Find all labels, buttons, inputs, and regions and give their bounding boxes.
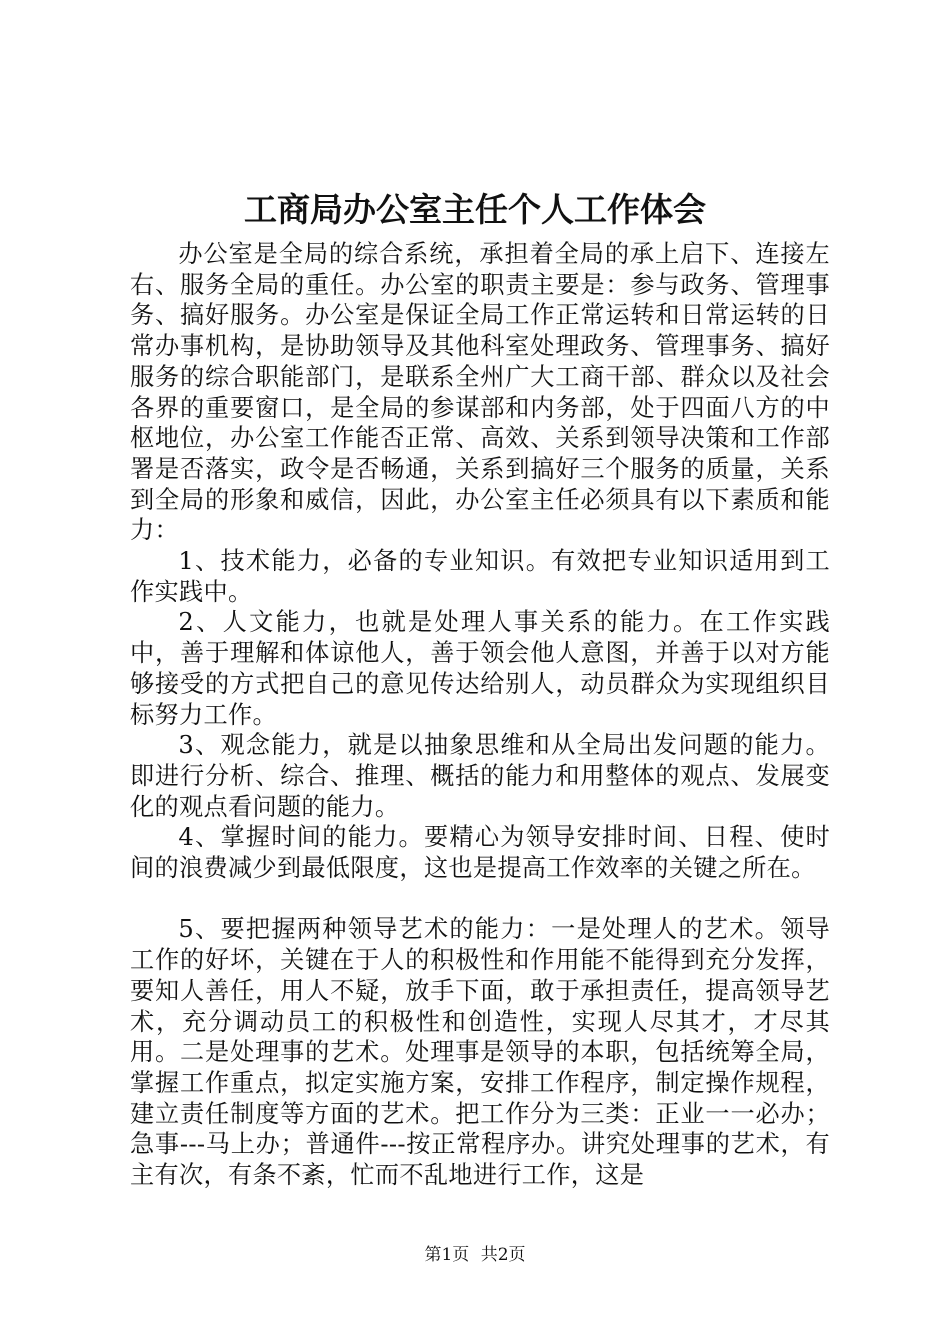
paragraph-item-2: 2、人文能力，也就是处理人事关系的能力。在工作实践中，善于理解和体谅他人，善于领会他人意图，并善于以对方能够接受的方式把自己的意见传达给别人，动员群众为实现组织目标努力工作。 [130,608,830,729]
page-number-current: 第1页 [424,1245,470,1265]
document-body [130,239,830,1191]
paragraph-item-3: 3、观念能力，就是以抽象思维和从全局出发问题的能力。即进行分析、综合、推理、概括的能力和用整体的观点、发展变化的观点看问题的能力。 [130,731,830,821]
paragraph-item-1: 1、技术能力，必备的专业知识。有效把专业知识适用到工作实践中。 [130,547,830,606]
page-number-total: 共2页 [480,1245,526,1265]
page-footer [0,1244,950,1266]
paragraph-spacer [130,884,830,915]
paragraph-intro: 办公室是全局的综合系统，承担着全局的承上启下、连接左右、服务全局的重任。办公室的职责主要是：参与政务、管理事务、搞好服务。办公室是保证全局工作正常运转和日常运转的日常办事机构，是协助领导及其他科室处理政务、管理事务、搞好服务的综合职能部门，是联系全州广大工商干部、群众以及社会各界的重要窗口，是全局的参谋部和内务部，处于四面八方的中枢地位，办公室工作能否正常、高效、关系到领导决策和工作部署是否落实，政令是否畅通，关系到搞好三个服务的质量，关系到全局的形象和威信，因此，办公室主任必须具有以下素质和能力： [130,240,830,545]
paragraph-item-5: 5、要把握两种领导艺术的能力：一是处理人的艺术。领导工作的好坏，关键在于人的积极性和作用能不能得到充分发挥，要知人善任，用人不疑，放手下面，敢于承担责任，提高领导艺术，充分调动员工的积极性和创造性，实现人尽其才，才尽其用。二是处理事的艺术。处理事是领导的本职，包括统筹全局，掌握工作重点，拟定实施方案，安排工作程序，制定操作规程，建立责任制度等方面的艺术。把工作分为三类：正业一一必办；急事---马上办；普通件---按正常程序办。讲究处理事的艺术，有主有次，有条不紊，忙而不乱地进行工作，这是 [130,915,830,1190]
document-title: 工商局办公室主任个人工作体会 [244,190,706,229]
paragraph-item-4: 4、掌握时间的能力。要精心为领导安排时间、日程、使时间的浪费减少到最低限度，这也是提高工作效率的关键之所在。 [130,823,830,883]
